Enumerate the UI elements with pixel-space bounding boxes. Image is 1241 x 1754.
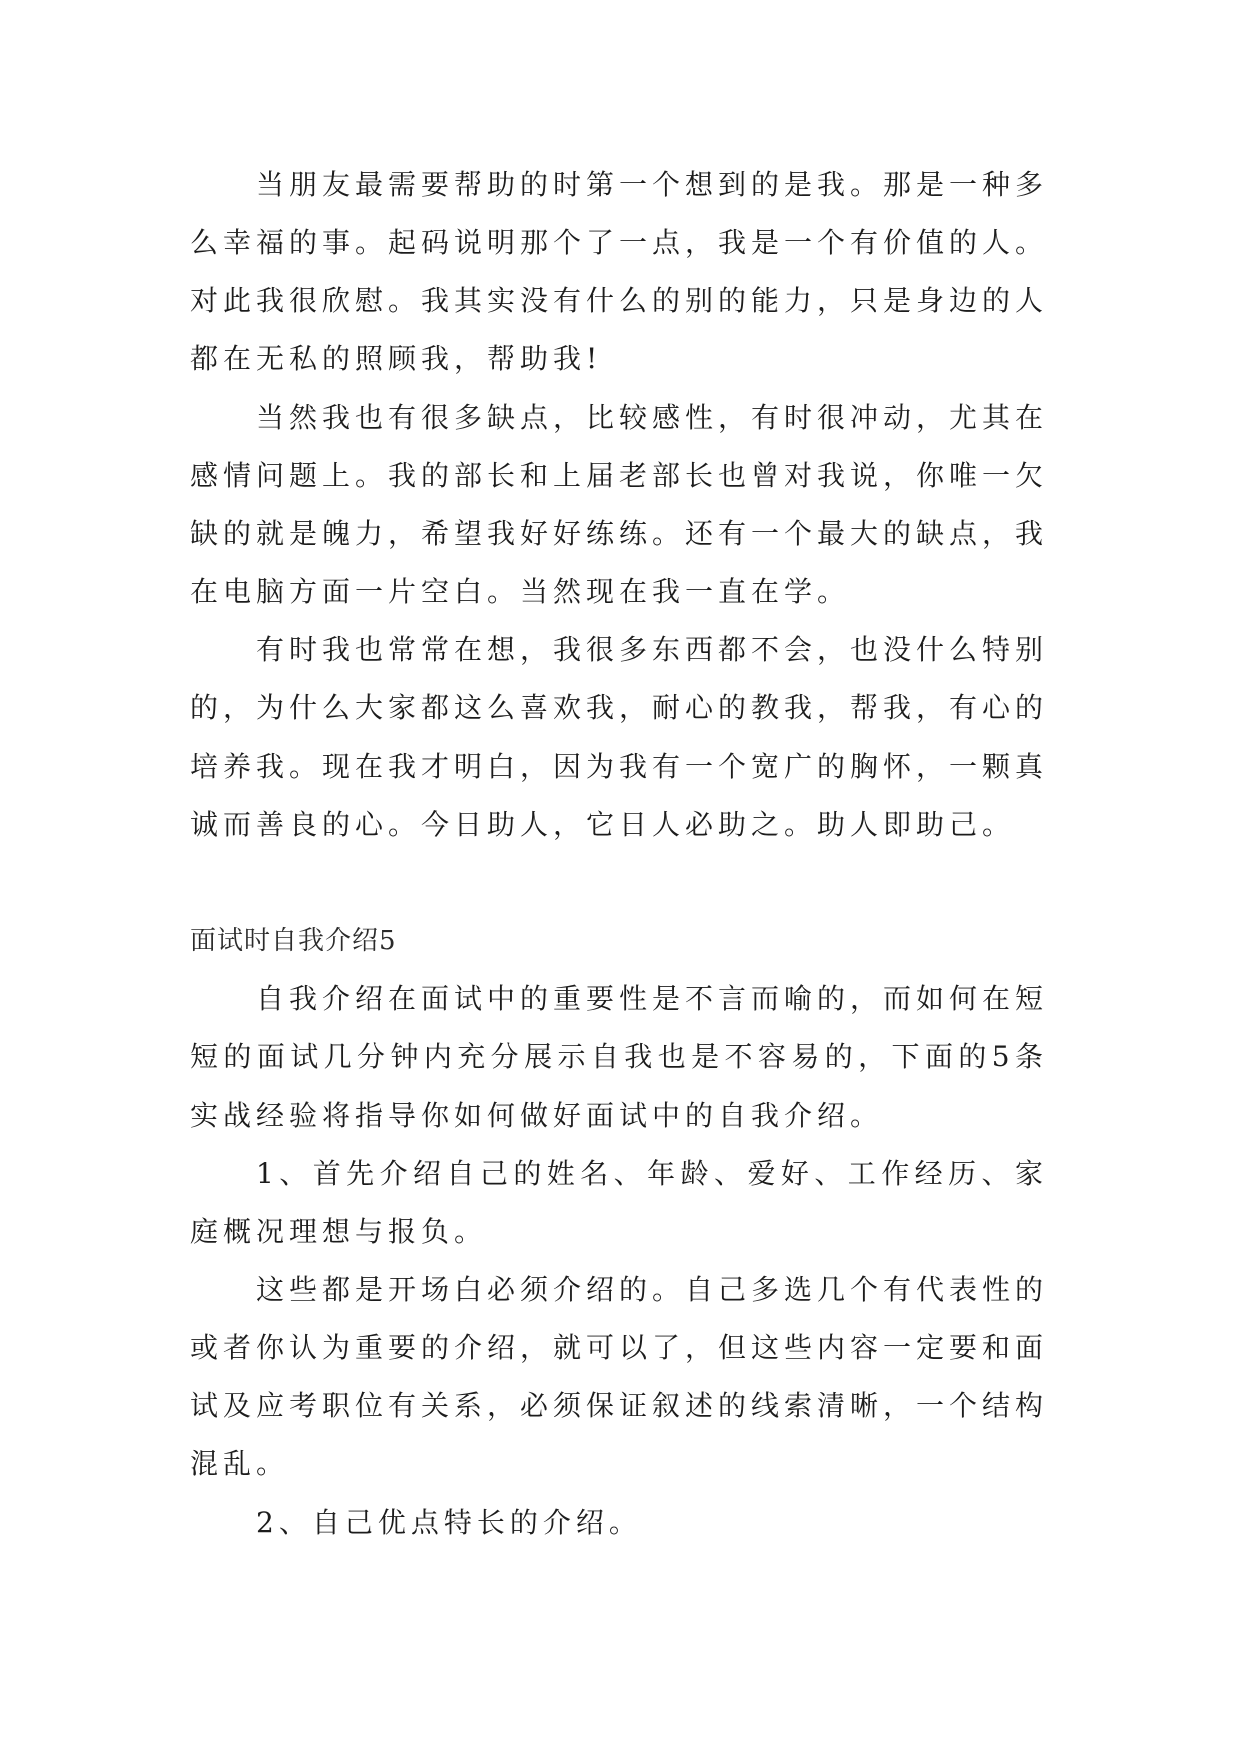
- text-line: 混乱。: [190, 1447, 290, 1481]
- section-heading: 面试时自我介绍5: [190, 926, 397, 957]
- text-line: 实战经验将指导你如何做好面试中的自我介绍。: [190, 1098, 884, 1132]
- paragraph: [190, 970, 1048, 1144]
- text-line: 诚而善良的心。今日助人，它日人必助之。助人即助己。: [190, 807, 1016, 841]
- paragraph: [190, 156, 1048, 389]
- text-line: 都在无私的照顾我，帮助我!: [190, 342, 603, 376]
- text-line: 培养我。现在我才明白，因为我有一个宽广的胸怀，一颗真: [190, 749, 1049, 783]
- paragraph: [190, 621, 1048, 854]
- text-line: 的，为什么大家都这么喜欢我，耐心的教我，帮我，有心的: [190, 691, 1049, 725]
- text-line: 这些都是开场白必须介绍的。自己多选几个有代表性的: [256, 1272, 1049, 1306]
- paragraph: [190, 389, 1048, 622]
- text-line: 2、自己优点特长的介绍。: [256, 1505, 642, 1539]
- text-line: 自我介绍在面试中的重要性是不言而喻的，而如何在短: [256, 982, 1049, 1016]
- text-line: 当朋友最需要帮助的时第一个想到的是我。那是一种多: [256, 168, 1049, 201]
- text-line: 庭概况理想与报负。: [190, 1214, 488, 1248]
- text-line: 1、首先介绍自己的姓名、年龄、爱好、工作经历、家: [256, 1156, 1048, 1190]
- text-line: 试及应考职位有关系，必须保证叙述的线索清晰，一个结构: [190, 1389, 1049, 1423]
- text-line: 对此我很欣慰。我其实没有什么的别的能力，只是身边的人: [190, 284, 1049, 318]
- text-line: 么幸福的事。起码说明那个了一点，我是一个有价值的人。: [190, 226, 1049, 260]
- paragraph: [190, 1261, 1048, 1494]
- document-body: [190, 156, 1048, 1552]
- text-line: 感情问题上。我的部长和上届老部长也曾对我说，你唯一欠: [190, 458, 1049, 492]
- text-line: 当然我也有很多缺点，比较感性，有时很冲动，尤其在: [256, 400, 1049, 434]
- text-line: 缺的就是魄力，希望我好好练练。还有一个最大的缺点，我: [190, 516, 1049, 550]
- text-line: 短的面试几分钟内充分展示自我也是不容易的，下面的5条: [190, 1040, 1048, 1074]
- text-line: 在电脑方面一片空白。当然现在我一直在学。: [190, 575, 851, 609]
- section-gap: [190, 854, 1048, 912]
- text-line: 有时我也常常在想，我很多东西都不会，也没什么特别: [256, 633, 1049, 667]
- paragraph: [190, 1494, 1048, 1552]
- paragraph: [190, 1145, 1048, 1261]
- text-line: 或者你认为重要的介绍，就可以了，但这些内容一定要和面: [190, 1331, 1049, 1365]
